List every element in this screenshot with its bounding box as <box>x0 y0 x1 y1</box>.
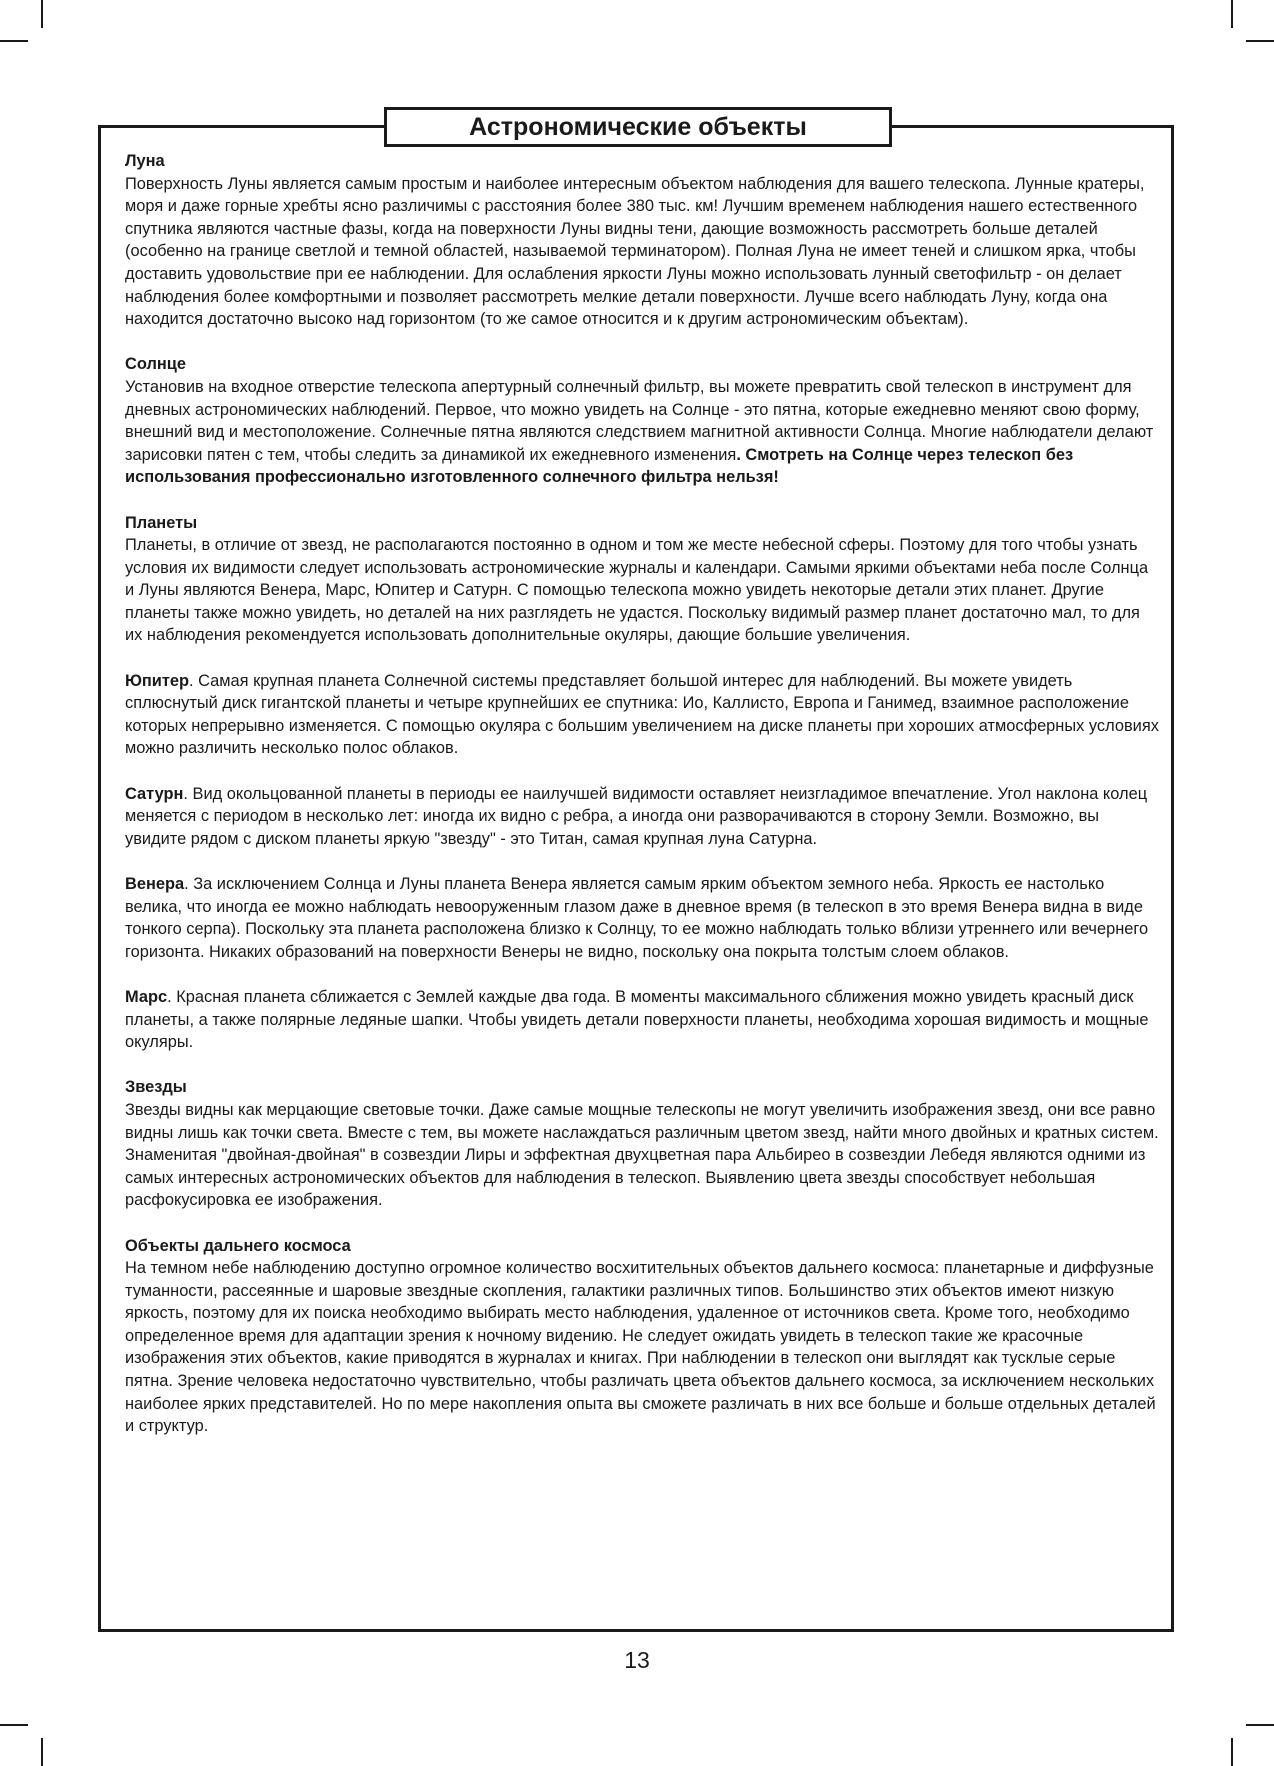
section-text-stars: Звезды видны как мерцающие световые точки. Даже самые мощные телескопы не могут увеличить изображения звезд, они все равно видны лишь как точки света. Вместе с тем, вы можете наслаждаться различным цветом звезд, найти много двойных и кратных систем. Знаменитая "двойная-двойная" в созвездии Лиры и эффектная двухцветная пара Альбирео в созвездии Лебедя являются одними из самых интересных астрономических объектов для наблюдения в телескоп. Выявлению цвета звезды способствует небольшая расфокусировка ее изображения. <box>125 1100 1159 1210</box>
section-text-moon: Поверхность Луны является самым простым и наиболее интересным объектом наблюдения для вашего телескопа. Лунные кратеры, моря и даже горные хребты ясно различимы с расстояния более 380 тыс. км! Лучшим временем наблюдения нашего естественного спутника являются частные фазы, когда на поверхности Луны видны тени, дающие возможность рассмотреть больше деталей (особенно на границе светлой и темной областей, называемой терминатором). Полная Луна не имеет теней и слишком ярка, чтобы доставить удовольствие при ее наблюдении. Для ослабления яркости Луны можно использовать лунный светофильтр - он делает наблюдения более комфортными и позволяет рассмотреть мелкие детали поверхности. Лучше всего наблюдать Луну, когда она находится достаточно высоко над горизонтом (то же самое относится и к другим астрономическим объектам). <box>125 174 1145 329</box>
sun-text: Установив на входное отверстие телескопа апертурный солнечный фильтр, вы можете превратить свой телескоп в инструмент для дневных астрономических наблюдений. Первое, что можно увидеть на Солнце - это пятна, которые ежедневно меняют свою форму, внешний вид и местоположение. Солнечные пятна являются следствием магнитной активности Солнца. Многие наблюдатели делают зарисовки пятен с тем, чтобы следить за динамикой их ежедневного изменения <box>125 377 1154 464</box>
section-planets <box>125 512 1160 648</box>
crop-mark-bottom-right-vertical <box>1231 1738 1233 1766</box>
crop-mark-top-right-horizontal <box>1246 40 1274 42</box>
section-title-sun: Солнце <box>125 355 186 374</box>
planet-name-mars: Марс <box>125 987 168 1006</box>
section-text-sun <box>125 376 1160 489</box>
crop-mark-bottom-left-horizontal <box>0 1724 28 1726</box>
page-title: Астрономические объекты <box>384 107 892 147</box>
section-sun <box>125 353 1160 489</box>
section-text-planets: Планеты, в отличие от звезд, не располагаются постоянно в одном и том же месте небесной сферы. Поэтому для того чтобы узнать условия их видимости следует использовать астрономические журналы и календари. Самыми яркими объектами неба после Солнца и Луны являются Венера, Марс, Юпитер и Сатурн. С помощью телескопа можно увидеть некоторые детали этих планет. Другие планеты также можно увидеть, но деталей на них разглядеть не удастся. Поскольку видимый размер планет достаточно мал, то для их наблюдения рекомендуется использовать дополнительные окуляры, дающие большие увеличения. <box>125 536 1149 645</box>
planet-text-saturn: . Вид окольцованной планеты в периоды ее наилучшей видимости оставляет неизгладимое впечатление. Угол наклона колец меняется с периодом в несколько лет: иногда их видно с ребра, а иногда они разворачиваются в сторону Земли. Возможно, вы увидите рядом с диском планеты яркую "звезду" - это Титан, самая крупная луна Сатурна. <box>125 784 1148 848</box>
planet-text-jupiter: . Самая крупная планета Солнечной системы представляет большой интерес для наблюдений. Вы можете увидеть сплюснутый диск гигантской планеты и четыре крупнейших ее спутника: Ио, Каллисто, Европа и Ганимед, взаимное расположение которых непрерывно изменяется. С помощью окуляра с большим увеличением на диске планеты при хороших атмосферных условиях можно различить несколько полос облаков. <box>125 671 1159 758</box>
planet-name-venus: Венера <box>125 875 185 893</box>
planet-text-venus: . За исключением Солнца и Луны планета Венера является самым ярким объектом земного неба. Яркость ее настолько велика, что иногда ее можно наблюдать невооруженным глазом даже в дневное время (в телескоп в это время Венера видна в виде тонкого серпа). Поскольку эта планета расположена близко к Солнцу, то ее можно наблюдать только вблизи утреннего или вечернего горизонта. Никаких образований на поверхности Венеры не видно, поскольку она покрыта толстым слоем облаков. <box>125 875 1149 961</box>
section-text-deep-sky: На темном небе наблюдению доступно огромное количество восхитительных объектов дальнего космоса: планетарные и диффузные туманности, рассеянные и шаровые звездные скопления, галактики различных типов. Большинство этих объектов имеют низкую яркость, поэтому для их поиска необходимо выбирать место наблюдения, удаленное от источников света. Кроме того, необходимо определенное время для адаптации зрения к ночному видению. Не следует ожидать увидеть в телескоп такие же красочные изображения этих объектов, какие приводятся в журналах и книгах. При наблюдении в телескоп они выглядят как тусклые серые пятна. Зрение человека недостаточно чувствительно, чтобы различать цвета объектов дальнего космоса, за исключением нескольких наиболее ярких представителей. Но по мере накопления опыта вы сможете различать в них все больше и больше отдельных деталей и структур. <box>125 1259 1156 1436</box>
planet-text-mars: . Красная планета сближается с Землей каждые два года. В моменты максимального сближения можно увидеть красный диск планеты, а также полярные ледяные шапки. Чтобы увидеть детали поверхности планеты, необходима хорошая видимость и мощные окуляры. <box>125 987 1149 1052</box>
page-number: 13 <box>624 1647 650 1673</box>
crop-mark-bottom-right-horizontal <box>1246 1724 1274 1726</box>
section-title-moon: Луна <box>125 152 165 170</box>
sun-warning: . Смотреть на Солнце через телескоп без использования профессионально изготовленного солнечного фильтра нельзя! <box>125 445 1074 487</box>
section-deep-sky <box>125 1235 1160 1438</box>
planet-mars <box>125 986 1160 1054</box>
crop-mark-bottom-left-vertical <box>41 1738 43 1766</box>
crop-mark-top-left-vertical <box>41 0 43 28</box>
planet-saturn <box>125 783 1160 851</box>
section-moon <box>125 150 1160 331</box>
section-title-deep-sky: Объекты дальнего космоса <box>125 1236 351 1255</box>
planet-venus <box>125 873 1160 963</box>
section-title-planets: Планеты <box>125 513 198 532</box>
crop-mark-top-left-horizontal <box>0 40 28 42</box>
planet-jupiter <box>125 670 1160 760</box>
crop-mark-top-right-vertical <box>1231 0 1233 28</box>
section-stars <box>125 1076 1160 1212</box>
content-body <box>125 150 1160 1460</box>
planet-name-jupiter: Юпитер <box>125 671 190 690</box>
section-title-stars: Звезды <box>125 1078 187 1097</box>
planet-name-saturn: Сатурн <box>125 784 184 803</box>
